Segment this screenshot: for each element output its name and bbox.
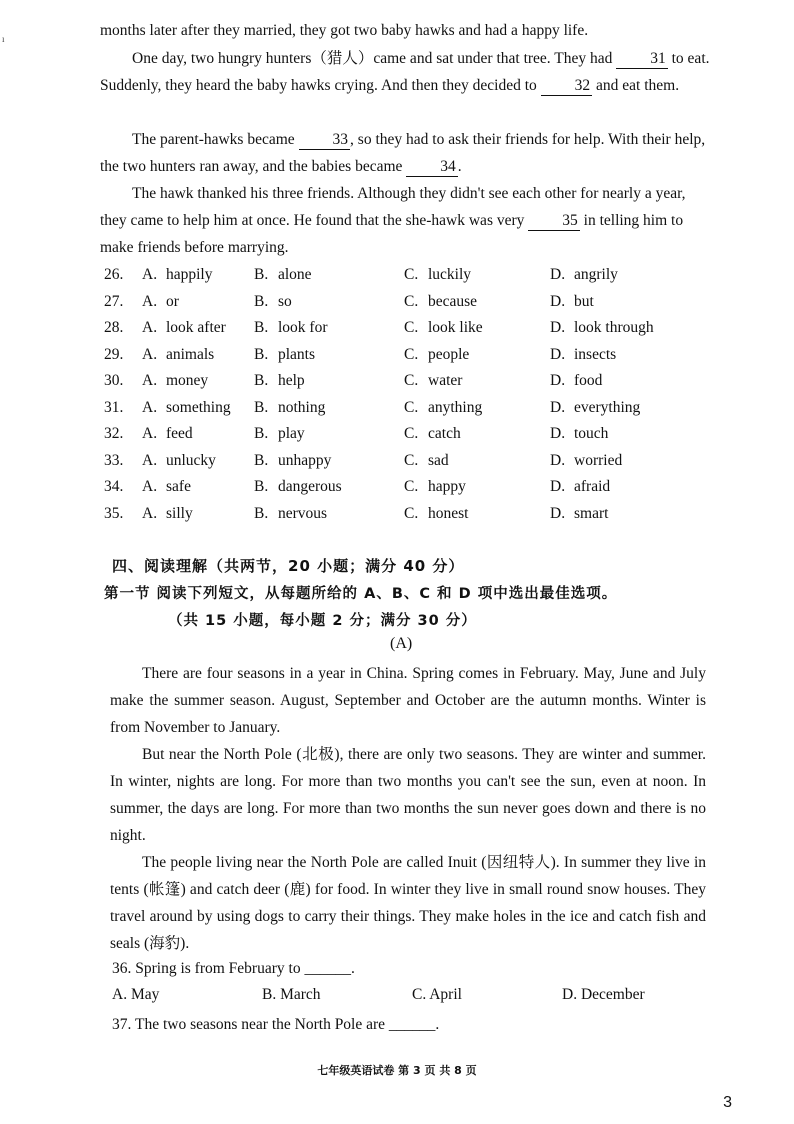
option-letter: D. (550, 372, 566, 390)
option-text: because (428, 292, 478, 310)
option-letter: C. (404, 398, 419, 416)
option-c (404, 266, 550, 284)
cloze-paragraph-2 (100, 126, 710, 180)
option-text: so (278, 292, 292, 310)
option-a (142, 478, 254, 496)
option-text: look through (574, 319, 654, 337)
option-letter: B. (254, 451, 269, 469)
option-letter: B. (254, 266, 269, 284)
option-text: unhappy (278, 451, 332, 469)
option-text: afraid (574, 478, 611, 496)
option-text: anything (428, 398, 483, 416)
option-d (550, 478, 700, 496)
reading-paragraph-2: But near the North Pole (北极), there are only two seasons. They are winter and summer. In winter, nights are long. For more than two months you can't see the sun, even at noon. In summer, the days are long. For more than two months the sun never goes down and there is no night. (110, 746, 706, 844)
option-c (404, 505, 550, 523)
option-text: look after (166, 319, 226, 337)
cloze-p1-text-3: and eat them. (596, 77, 680, 94)
option-a (142, 293, 254, 311)
option-letter: B. (254, 398, 269, 416)
option-a (142, 452, 254, 470)
option-letter: C. (404, 292, 419, 310)
option-d (550, 319, 700, 337)
option-letter: C. (404, 266, 419, 284)
reading-paragraph-1: There are four seasons in a year in China. Spring comes in February. May, June and July make the summer season. August, September and October are the autumn months. Winter is from November to January. (110, 665, 706, 736)
option-letter: D. (550, 266, 566, 284)
option-letter: A. (142, 425, 158, 443)
option-letter: A. (142, 504, 158, 522)
option-text: help (278, 372, 305, 390)
question-36-option-a: A. May (112, 986, 160, 1003)
option-c (404, 346, 550, 364)
option-letter: C. (404, 319, 419, 337)
reading-paragraph-3: The people living near the North Pole are called Inuit (因纽特人). In summer they live in tents (帐篷) and catch deer (鹿) for food. In winter they live in small round snow houses. They travel around by using dogs to carry their things. They make holes in the ice and catch fish and seals (海豹). (110, 854, 706, 952)
option-a (142, 505, 254, 523)
option-text: honest (428, 504, 469, 522)
question-number: 34. (104, 478, 124, 496)
option-text: smart (574, 504, 609, 522)
option-letter: A. (142, 372, 158, 390)
option-letter: C. (404, 372, 419, 390)
option-b (254, 452, 404, 470)
option-b (254, 505, 404, 523)
option-b (254, 372, 404, 390)
option-d (550, 266, 700, 284)
option-text: angrily (574, 266, 618, 284)
option-row (104, 342, 704, 369)
option-letter: D. (550, 345, 566, 363)
option-d (550, 399, 700, 417)
page-number: 3 (723, 1094, 732, 1111)
cloze-p1-text-1: One day, two hungry hunters（猎人）came and sat under that tree. They had (132, 50, 613, 67)
option-letter: C. (404, 451, 419, 469)
option-a (142, 266, 254, 284)
option-letter: B. (254, 372, 269, 390)
passage-label-a: (A) (390, 635, 413, 652)
option-d (550, 372, 700, 390)
question-36-option-b: B. March (262, 986, 321, 1003)
question-36: 36. Spring is from February to ______. (112, 960, 355, 977)
option-text: plants (278, 345, 316, 363)
blank-32: 32 (541, 77, 593, 96)
option-row (104, 289, 704, 316)
question-36-options (112, 986, 682, 1004)
option-row (104, 474, 704, 501)
page-footer: 七年级英语试卷 第 3 页 共 8 页 (317, 1064, 477, 1077)
question-36-option-c: C. April (412, 986, 462, 1003)
question-number: 29. (104, 345, 124, 363)
option-text: water (428, 372, 463, 390)
option-text: dangerous (278, 478, 342, 496)
option-letter: D. (550, 398, 566, 416)
option-d (550, 293, 700, 311)
cloze-p1-text-2: to eat. Suddenly, they heard the baby hawks crying. And then they decided to (100, 50, 710, 94)
option-c (404, 319, 550, 337)
option-text: alone (278, 266, 312, 284)
option-text: but (574, 292, 594, 310)
option-text: animals (166, 345, 215, 363)
option-row (104, 448, 704, 475)
option-letter: D. (550, 292, 566, 310)
option-letter: D. (550, 504, 566, 522)
option-letter: C. (404, 345, 419, 363)
option-letter: B. (254, 292, 269, 310)
question-number: 35. (104, 504, 124, 522)
option-row (104, 501, 704, 528)
question-number: 33. (104, 451, 124, 469)
option-letter: A. (142, 451, 158, 469)
option-d (550, 346, 700, 364)
cloze-p2-text-2: , so they had to ask their friends for help. With their help, the two hunters ran away, and the babies became (100, 131, 706, 175)
option-b (254, 425, 404, 443)
cloze-p3-text-2: in telling him to make friends before marrying. (100, 212, 684, 256)
option-text: people (428, 345, 470, 363)
option-text: play (278, 425, 305, 443)
option-letter: D. (550, 451, 566, 469)
blank-31: 31 (616, 50, 668, 69)
cloze-p3-text-1: The hawk thanked his three friends. Although they didn't see each other for nearly a year, they came to help him at once. He found that the she-hawk was very (100, 185, 686, 229)
option-letter: A. (142, 292, 158, 310)
option-d (550, 452, 700, 470)
option-letter: B. (254, 478, 269, 496)
option-letter: B. (254, 425, 269, 443)
question-number: 28. (104, 319, 124, 337)
option-b (254, 293, 404, 311)
option-a (142, 425, 254, 443)
option-b (254, 266, 404, 284)
option-b (254, 346, 404, 364)
option-letter: C. (404, 425, 419, 443)
option-row (104, 395, 704, 422)
option-text: happily (166, 266, 213, 284)
option-letter: A. (142, 319, 158, 337)
option-text: food (574, 372, 603, 390)
question-number: 30. (104, 372, 124, 390)
option-a (142, 399, 254, 417)
section-part-1-note: （共 15 小题，每小题 2 分；满分 30 分） (168, 613, 477, 629)
option-c (404, 425, 550, 443)
option-letter: A. (142, 345, 158, 363)
option-text: safe (166, 478, 191, 496)
option-b (254, 478, 404, 496)
question-number: 26. (104, 266, 124, 284)
blank-33: 33 (299, 131, 351, 150)
cloze-p2-text-3: . (457, 158, 462, 175)
option-b (254, 399, 404, 417)
option-letter: B. (254, 319, 269, 337)
cloze-paragraph-1 (100, 45, 710, 99)
option-b (254, 319, 404, 337)
option-text: or (166, 292, 179, 310)
blank-34: 34 (406, 158, 458, 177)
question-number: 31. (104, 398, 124, 416)
option-text: look for (278, 319, 328, 337)
option-letter: D. (550, 425, 566, 443)
section-part-1-instruction: 第一节 阅读下列短文，从每题所给的 A、B、C 和 D 项中选出最佳选项。 (104, 586, 618, 602)
option-a (142, 346, 254, 364)
option-letter: C. (404, 504, 419, 522)
question-37: 37. The two seasons near the North Pole are ______. (112, 1016, 440, 1033)
option-letter: A. (142, 266, 158, 284)
option-a (142, 372, 254, 390)
option-c (404, 452, 550, 470)
option-text: sad (428, 451, 449, 469)
option-row (104, 262, 704, 289)
option-letter: B. (254, 504, 269, 522)
option-letter: D. (550, 478, 566, 496)
option-letter: A. (142, 478, 158, 496)
option-letter: C. (404, 478, 419, 496)
option-text: insects (574, 345, 617, 363)
option-c (404, 372, 550, 390)
option-d (550, 425, 700, 443)
option-text: catch (428, 425, 461, 443)
option-d (550, 505, 700, 523)
blank-35: 35 (528, 212, 580, 231)
option-text: feed (166, 425, 193, 443)
option-row (104, 421, 704, 448)
option-text: everything (574, 398, 641, 416)
option-text: touch (574, 425, 609, 443)
cloze-options-list (104, 262, 704, 527)
option-text: look like (428, 319, 483, 337)
option-text: silly (166, 504, 193, 522)
option-text: nervous (278, 504, 328, 522)
option-text: luckily (428, 266, 472, 284)
option-text: something (166, 398, 231, 416)
cloze-paragraph-3 (100, 180, 710, 261)
option-c (404, 399, 550, 417)
option-row (104, 368, 704, 395)
question-number: 32. (104, 425, 124, 443)
question-number: 27. (104, 292, 124, 310)
cloze-line-0: months later after they married, they got two baby hawks and had a happy life. (100, 22, 589, 39)
cloze-p2-text-1: The parent-hawks became (132, 131, 295, 148)
option-text: nothing (278, 398, 326, 416)
option-c (404, 293, 550, 311)
option-letter: A. (142, 398, 158, 416)
option-text: unlucky (166, 451, 216, 469)
option-text: worried (574, 451, 623, 469)
section-heading: 四、阅读理解（共两节，20 小题；满分 40 分） (112, 557, 465, 575)
option-letter: B. (254, 345, 269, 363)
option-text: money (166, 372, 209, 390)
option-c (404, 478, 550, 496)
binding-edge-mark: ı (2, 34, 5, 44)
option-text: happy (428, 478, 466, 496)
question-36-option-d: D. December (562, 986, 645, 1003)
option-row (104, 315, 704, 342)
option-a (142, 319, 254, 337)
option-letter: D. (550, 319, 566, 337)
